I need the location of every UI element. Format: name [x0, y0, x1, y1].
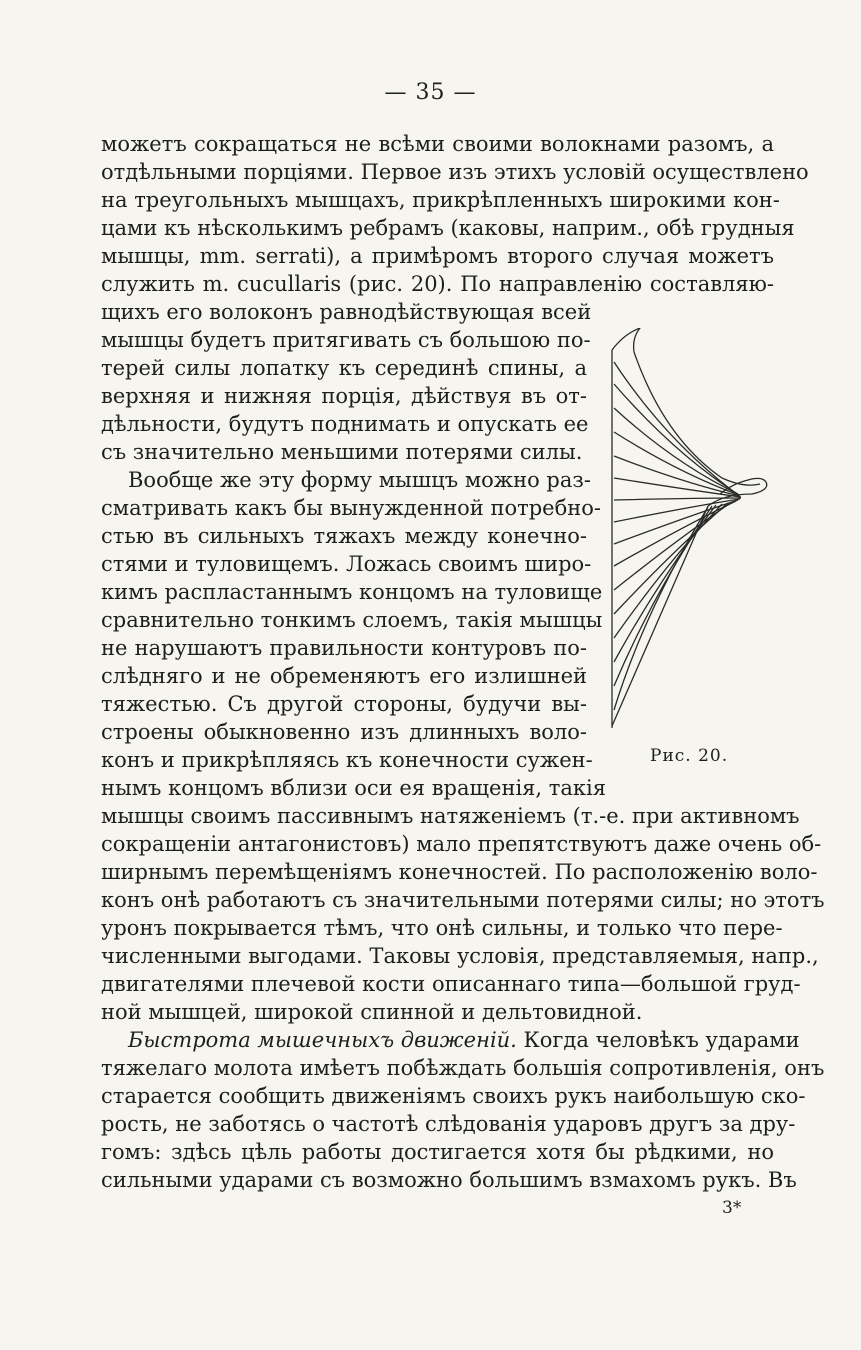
text-line: конъ онѣ работаютъ съ значительными потерями силы; но этотъ — [101, 888, 825, 912]
text-line: кимъ распластаннымъ концомъ на туловище — [101, 580, 603, 604]
text-line: можетъ сокращаться не всѣми своими волокнами разомъ, а — [101, 132, 774, 156]
page-number: — 35 — — [384, 80, 477, 105]
text-line: щихъ его волоконъ равнодѣйствующая всей — [101, 300, 592, 324]
text-line: не нарушаютъ правильности контуровъ по- — [101, 636, 587, 660]
text-line: служить m. cucullaris (рис. 20). По направленію составляю- — [101, 272, 774, 296]
text-line: гомъ: здѣсь цѣль работы достигается хотя бы рѣдкими, но — [101, 1140, 774, 1164]
text-line: сматривать какъ бы вынужденной потребно- — [101, 496, 601, 520]
text-line: рость, не заботясь о частотѣ слѣдованія ударовъ другъ за дру- — [101, 1112, 796, 1136]
text-line: строены обыкновенно изъ длинныхъ воло- — [101, 720, 587, 744]
text-run: Когда человѣкъ ударами — [516, 1028, 800, 1052]
text-line: Вообще же эту форму мышцъ можно раз- — [128, 468, 591, 492]
text-line: нымъ концомъ вблизи оси ея вращенія, такія — [101, 776, 606, 800]
text-line: верхняя и нижняя порція, дѣйствуя въ от- — [101, 384, 587, 408]
figure-muscle-diagram — [604, 328, 774, 728]
section-heading: Быстрота мышечныхъ движеній. — [128, 1028, 517, 1052]
text-line: на треугольныхъ мышцахъ, прикрѣпленныхъ широкими кон- — [101, 188, 780, 212]
text-line: сокращеніи антагонистовъ) мало препятствуютъ даже очень об- — [101, 832, 822, 856]
text-line: тяжестью. Съ другой стороны, будучи вы- — [101, 692, 587, 716]
text-line: отдѣльными порціями. Первое изъ этихъ условій осуществлено — [101, 160, 809, 184]
text-line: ной мышцей, широкой спинной и дельтовидной. — [101, 1000, 643, 1024]
text-line: дѣльности, будутъ поднимать и опускать ее — [101, 412, 589, 436]
text-line: старается сообщить движеніямъ своихъ рукъ наибольшую ско- — [101, 1084, 806, 1108]
fan-muscle-illustration — [604, 328, 774, 728]
text-line: съ значительно меньшими потерями силы. — [101, 440, 583, 464]
text-line: терей силы лопатку къ серединѣ спины, а — [101, 356, 587, 380]
text-line: двигателями плечевой кости описаннаго типа—большой груд- — [101, 972, 801, 996]
text-line: ширнымъ перемѣщеніямъ конечностей. По расположенію воло- — [101, 860, 818, 884]
text-line: стью въ сильныхъ тяжахъ между конечно- — [101, 524, 587, 548]
text-line: конъ и прикрѣпляясь къ конечности сужен- — [101, 748, 593, 772]
text-line: сильными ударами съ возможно большимъ взмахомъ рукъ. Въ — [101, 1168, 797, 1192]
text-line: численными выгодами. Таковы условія, представляемыя, напр., — [101, 944, 819, 968]
text-line — [128, 1026, 800, 1054]
text-line: уронъ покрывается тѣмъ, что онѣ сильны, и только что пере- — [101, 916, 783, 940]
text-line: сравнительно тонкимъ слоемъ, такія мышцы — [101, 608, 603, 632]
text-line: мышцы своимъ пассивнымъ натяженіемъ (т.-е. при активномъ — [101, 804, 800, 828]
text-line: мышцы будетъ притягивать съ большою по- — [101, 328, 591, 352]
text-line: мышцы, mm. serrati), а примѣромъ второго случая можетъ — [101, 244, 774, 268]
figure-caption: Рис. 20. — [650, 746, 729, 766]
text-line: слѣдняго и не обременяютъ его излишней — [101, 664, 587, 688]
text-line: цами къ нѣсколькимъ ребрамъ (каковы, наприм., обѣ грудныя — [101, 216, 795, 240]
signature-mark: 3* — [722, 1198, 742, 1218]
text-line: стями и туловищемъ. Ложась своимъ широ- — [101, 552, 592, 576]
text-line: тяжелаго молота имѣетъ побѣждать большія сопротивленія, онъ — [101, 1056, 825, 1080]
